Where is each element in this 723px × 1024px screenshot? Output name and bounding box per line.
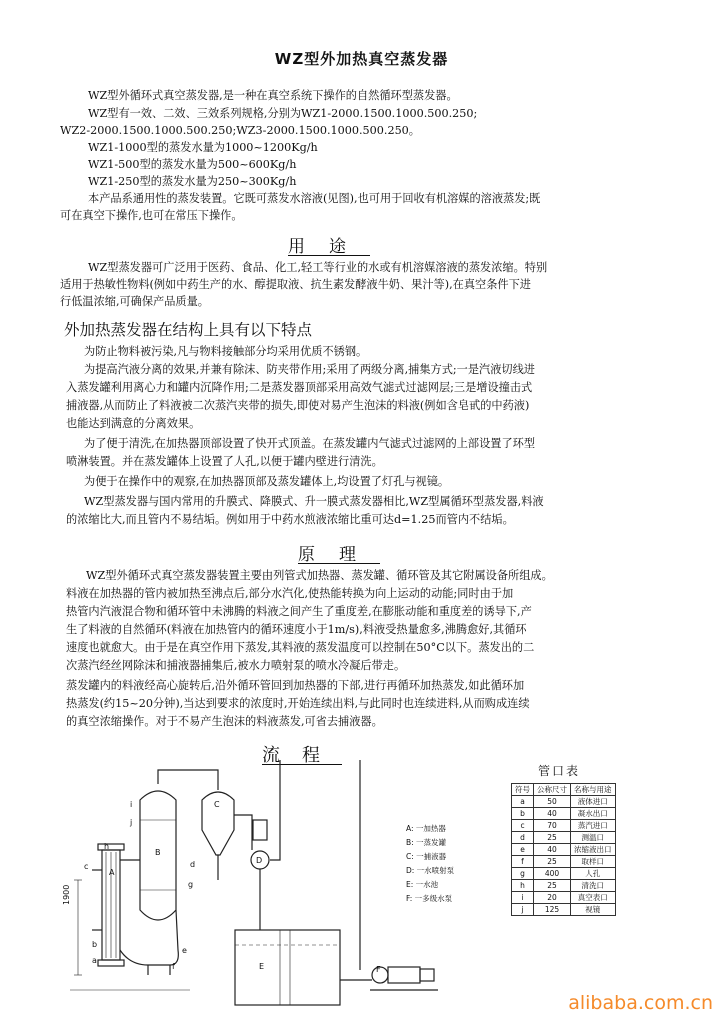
label-catcher: C <box>214 800 220 809</box>
label-evaporator: B <box>155 848 161 857</box>
cell: a <box>512 796 534 808</box>
feature-line: 也能达到满意的分离效果。 <box>66 417 201 430</box>
cell: 液体进口 <box>571 796 616 808</box>
cell: 25 <box>534 880 571 892</box>
label-port-i: i <box>130 800 133 809</box>
label-jet-pump: D <box>256 856 263 865</box>
cell: 400 <box>534 868 571 880</box>
principle-line: 热管内汽液混合物和循环管中未沸腾的料液之间产生了重度差,在膨胀动能和重度差的诱导下,产 <box>66 605 532 618</box>
col-header: 公称尺寸 <box>534 784 571 796</box>
label-port-d: d <box>190 860 196 869</box>
col-header: 名称与用途 <box>571 784 616 796</box>
cell: 取样口 <box>571 856 616 868</box>
principle-line: 生了料液的自然循环(料液在加热管内的循环速度小于1m/s),料液受热量愈多,沸腾愈好,其循环 <box>66 623 527 636</box>
table-row <box>512 904 616 916</box>
label-port-a: a <box>92 956 97 965</box>
cell: g <box>512 868 534 880</box>
principle-line: WZ型外循环式真空蒸发器装置主要由列管式加热器、蒸发罐、循环管及其它附属设备所组成。 <box>86 569 553 582</box>
feature-line: 为防止物料被污染,凡与物料接触部分均采用优质不锈钢。 <box>84 345 368 358</box>
dimension-label: 1900 <box>62 884 71 905</box>
cell: 25 <box>534 832 571 844</box>
label-port-e: e <box>182 946 187 955</box>
cell: c <box>512 820 534 832</box>
table-row <box>512 808 616 820</box>
legend-item: C: 一捕液器 <box>406 852 447 861</box>
table-row <box>512 856 616 868</box>
usage-line: 行低温浓缩,可确保产品质量。 <box>60 295 209 308</box>
table-row <box>512 868 616 880</box>
principle-line: 热蒸发(约15~20分钟),当达到要求的浓度时,开始连续出料,与此同时也连续进料,从而购成连续 <box>66 697 530 710</box>
watermark: alibaba.com.cn <box>568 992 713 1014</box>
cell: b <box>512 808 534 820</box>
cell: 视镜 <box>571 904 616 916</box>
flow-heading: 流程 <box>262 745 342 766</box>
cell: d <box>512 832 534 844</box>
label-water-tank: E <box>259 962 265 971</box>
intro-line: 可在真空下操作,也可在常压下操作。 <box>60 209 243 222</box>
label-multistage-pump: F <box>376 965 381 974</box>
feature-line: WZ型蒸发器与国内常用的升膜式、降膜式、升一膜式蒸发器相比,WZ型属循环型蒸发器,料液 <box>84 495 544 508</box>
legend-item: A: 一加热器 <box>406 824 446 833</box>
legend-item: F: 一多级水泵 <box>406 894 453 903</box>
feature-line: 喷淋装置。并在蒸发罐体上设置了人孔,以便于罐内壁进行清洗。 <box>66 455 383 468</box>
feature-line: 捕液器,从而防止了料液被二次蒸汽夹带的损失,即使对易产生泡沫的料液(例如含皂甙的中药液) <box>66 399 530 412</box>
label-port-h: h <box>104 842 110 851</box>
cell: e <box>512 844 534 856</box>
table-row <box>512 820 616 832</box>
principle-line: 蒸发罐内的料液经高心旋转后,沿外循环管回到加热器的下部,进行再循环加热蒸发,如此循环加 <box>66 679 525 692</box>
legend-item: D: 一水喷射泵 <box>406 866 455 875</box>
cell: 40 <box>534 808 571 820</box>
cell: 人孔 <box>571 868 616 880</box>
cell: f <box>512 856 534 868</box>
cell: 测温口 <box>571 832 616 844</box>
cell: h <box>512 880 534 892</box>
table-row <box>512 880 616 892</box>
legend-item: E: 一水池 <box>406 880 439 889</box>
intro-line: WZ1-250型的蒸发水量为250~300Kg/h <box>88 175 297 188</box>
cell: 40 <box>534 844 571 856</box>
cell: 真空表口 <box>571 892 616 904</box>
label-port-j: j <box>130 818 133 827</box>
label-port-c: c <box>84 862 89 871</box>
feature-line: 入蒸发罐利用离心力和罐内沉降作用;二是蒸发器顶部采用高效气滤式过滤网层;三是增设撞击式 <box>66 381 533 394</box>
cell: 20 <box>534 892 571 904</box>
usage-line: WZ型蒸发器可广泛用于医药、食品、化工,轻工等行业的水或有机溶媒溶液的蒸发浓缩。特别 <box>88 261 548 274</box>
ports-table-title: 管口表 <box>538 764 581 778</box>
label-port-f: f <box>172 962 175 971</box>
water-tank <box>235 930 340 1005</box>
diagram-legend <box>406 822 454 906</box>
intro-line: WZ2-2000.1500.1000.500.250;WZ3-2000.1500.1000.500.250。 <box>60 124 420 137</box>
cell: 凝水出口 <box>571 808 616 820</box>
intro-line: WZ1-500型的蒸发水量为500~600Kg/h <box>88 158 297 171</box>
principle-line: 料液在加热器的管内被加热至沸点后,部分水汽化,使热能转换为向上运动的动能;同时由于加 <box>66 587 514 600</box>
cell: 清洗口 <box>571 880 616 892</box>
cell: 25 <box>534 856 571 868</box>
ports-table <box>511 783 616 916</box>
label-port-g: g <box>188 880 194 889</box>
usage-heading: 用途 <box>288 237 370 257</box>
cell: 蒸汽进口 <box>571 820 616 832</box>
intro-line: WZ型有一效、二效、三效系列规格,分别为WZ1-2000.1500.1000.500.250; <box>88 107 478 120</box>
cell: i <box>512 892 534 904</box>
intro-line: WZ1-1000型的蒸发水量为1000~1200Kg/h <box>88 141 318 154</box>
table-row <box>512 844 616 856</box>
col-header: 符号 <box>512 784 534 796</box>
principle-line: 次蒸汽经丝网除沫和捕液器捕集后,被水力喷射泵的喷水冷凝后带走。 <box>66 659 406 672</box>
cell: 50 <box>534 796 571 808</box>
features-heading: 外加热蒸发器在结构上具有以下特点 <box>64 321 313 339</box>
usage-line: 适用于热敏性物料(例如中药生产的水、醇提取液、抗生素发酵液牛奶、果汁等),在真空条件下进 <box>60 278 531 291</box>
table-row <box>512 796 616 808</box>
intro-line: 本产品系通用性的蒸发装置。它既可蒸发水溶液(见图),也可用于回收有机溶媒的溶液蒸发;既 <box>88 192 541 205</box>
cell: 浓缩液出口 <box>571 844 616 856</box>
table-row <box>512 832 616 844</box>
cell: j <box>512 904 534 916</box>
feature-line: 为了便于清洗,在加热器顶部设置了快开式顶盖。在蒸发罐内气滤式过滤网的上部设置了环型 <box>84 437 536 450</box>
principle-heading: 原理 <box>298 545 380 565</box>
cell: 125 <box>534 904 571 916</box>
principle-line: 的真空浓缩操作。对于不易产生泡沫的料液蒸发,可省去捕液器。 <box>66 715 383 728</box>
feature-line: 为便于在操作中的观察,在加热器顶部及蒸发罐体上,均设置了灯孔与视镜。 <box>84 475 450 488</box>
principle-line: 速度也就愈大。由于是在真空作用下蒸发,其料液的蒸发温度可以控制在50°C以下。蒸发出的二 <box>66 641 535 654</box>
legend-item: B: 一蒸发罐 <box>406 838 447 847</box>
document-title: WZ型外加热真空蒸发器 <box>274 50 449 68</box>
feature-line: 的浓缩比大,而且管内不易结垢。例如用于中药水煎液浓缩比重可达d=1.25而管内不结垢。 <box>66 513 514 526</box>
intro-line: WZ型外循环式真空蒸发器,是一种在真空系统下操作的自然循环型蒸发器。 <box>88 89 458 102</box>
table-row <box>512 892 616 904</box>
cell: 70 <box>534 820 571 832</box>
ports-table-header <box>512 784 616 796</box>
label-heater: A <box>109 868 115 877</box>
label-port-b: b <box>92 940 98 949</box>
feature-line: 为提高汽液分离的效果,并兼有除沫、防夹带作用;采用了两级分离,捕集方式;一是汽液切线进 <box>84 363 535 376</box>
